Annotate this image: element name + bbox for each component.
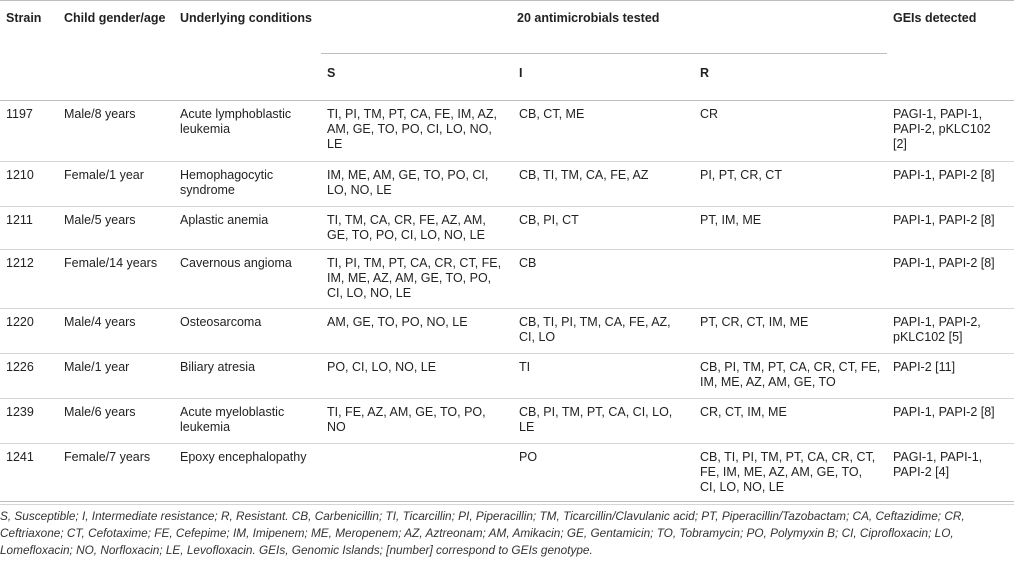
table-footnote: S, Susceptible; I, Intermediate resistance; R, Resistant. CB, Carbenicillin; TI, Ticarcillin; PI, Piperacillin; TM, Ticarcillin/Clavulanic acid; PT, Piperacillin/Tazobactam; CA, Ceftazidime; CR, Ceftriaxone; CT, Cefotaxime; FE, Cefepime; IM, Imipenem; ME, Meropenem; AZ, Aztreonam; AM, Amikacin; GE, Gentamicin; TO, Tobramycin; PO, Polymyxin B; CI, Ciprofloxacin; LO, Lomefloxacin; NO, Norfloxacin; LE, Levofloxacin. GEIs, Genomic Islands; [number] correspond to GEIs genotype. [0, 501, 1014, 559]
table-body [0, 101, 1014, 505]
header-underlying: Underlying conditions [174, 1, 321, 101]
cell-strain: 1210 [0, 162, 58, 207]
header-i: I [513, 54, 694, 101]
cell-strain: 1211 [0, 207, 58, 250]
cell-underlying: Osteosarcoma [174, 309, 321, 354]
cell-i: CB, TI, TM, CA, FE, AZ [513, 162, 694, 207]
cell-geis: PAGI-1, PAPI-1, PAPI-2 [4] [887, 444, 1014, 505]
cell-s: TI, PI, TM, PT, CA, CR, CT, FE, IM, ME, AZ, AM, GE, TO, PO, CI, LO, NO, LE [321, 250, 513, 309]
table-row [0, 354, 1014, 399]
cell-s: AM, GE, TO, PO, NO, LE [321, 309, 513, 354]
cell-r: PT, CR, CT, IM, ME [694, 309, 887, 354]
cell-strain: 1239 [0, 399, 58, 444]
cell-r: CB, PI, TM, PT, CA, CR, CT, FE, IM, ME, AZ, AM, GE, TO [694, 354, 887, 399]
cell-geis: PAPI-1, PAPI-2, pKLC102 [5] [887, 309, 1014, 354]
cell-i: CB, PI, CT [513, 207, 694, 250]
cell-underlying: Hemophagocytic syndrome [174, 162, 321, 207]
cell-child: Female/1 year [58, 162, 174, 207]
cell-underlying: Cavernous angioma [174, 250, 321, 309]
cell-i: CB, CT, ME [513, 101, 694, 162]
table-row [0, 399, 1014, 444]
cell-s: IM, ME, AM, GE, TO, PO, CI, LO, NO, LE [321, 162, 513, 207]
cell-strain: 1241 [0, 444, 58, 505]
cell-i: CB [513, 250, 694, 309]
header-geis: GEIs detected [887, 1, 1014, 101]
cell-child: Female/14 years [58, 250, 174, 309]
cell-i: PO [513, 444, 694, 505]
cell-strain: 1226 [0, 354, 58, 399]
header-r: R [694, 54, 887, 101]
cell-child: Male/5 years [58, 207, 174, 250]
cell-underlying: Acute lymphoblastic leukemia [174, 101, 321, 162]
cell-geis: PAPI-1, PAPI-2 [8] [887, 162, 1014, 207]
cell-strain: 1197 [0, 101, 58, 162]
table-row [0, 101, 1014, 162]
header-s: S [321, 54, 513, 101]
table-row [0, 444, 1014, 505]
cell-s: TI, PI, TM, PT, CA, FE, IM, AZ, AM, GE, TO, PO, CI, LO, NO, LE [321, 101, 513, 162]
cell-i: TI [513, 354, 694, 399]
cell-geis: PAPI-1, PAPI-2 [8] [887, 250, 1014, 309]
cell-s: PO, CI, LO, NO, LE [321, 354, 513, 399]
cell-s [321, 444, 513, 505]
cell-child: Male/8 years [58, 101, 174, 162]
cell-i: CB, PI, TM, PT, CA, CI, LO, LE [513, 399, 694, 444]
cell-r: PT, IM, ME [694, 207, 887, 250]
table-row [0, 207, 1014, 250]
cell-geis: PAPI-1, PAPI-2 [8] [887, 399, 1014, 444]
cell-geis: PAGI-1, PAPI-1, PAPI-2, pKLC102 [2] [887, 101, 1014, 162]
header-antimicrobials: 20 antimicrobials tested [321, 1, 887, 54]
cell-geis: PAPI-2 [11] [887, 354, 1014, 399]
cell-underlying: Acute myeloblastic leukemia [174, 399, 321, 444]
table-row [0, 309, 1014, 354]
cell-child: Female/7 years [58, 444, 174, 505]
cell-geis: PAPI-1, PAPI-2 [8] [887, 207, 1014, 250]
cell-r: CB, TI, PI, TM, PT, CA, CR, CT, FE, IM, ME, AZ, AM, GE, TO, CI, LO, NO, LE [694, 444, 887, 505]
cell-r: CR [694, 101, 887, 162]
cell-s: TI, FE, AZ, AM, GE, TO, PO, NO [321, 399, 513, 444]
header-row-1 [0, 1, 1014, 54]
cell-r: PI, PT, CR, CT [694, 162, 887, 207]
cell-child: Male/6 years [58, 399, 174, 444]
cell-underlying: Aplastic anemia [174, 207, 321, 250]
header-strain: Strain [0, 1, 58, 101]
cell-child: Male/1 year [58, 354, 174, 399]
table-row [0, 162, 1014, 207]
cell-underlying: Epoxy encephalopathy [174, 444, 321, 505]
cell-child: Male/4 years [58, 309, 174, 354]
cell-strain: 1220 [0, 309, 58, 354]
cell-r [694, 250, 887, 309]
cell-r: CR, CT, IM, ME [694, 399, 887, 444]
cell-strain: 1212 [0, 250, 58, 309]
cell-s: TI, TM, CA, CR, FE, AZ, AM, GE, TO, PO, CI, LO, NO, LE [321, 207, 513, 250]
cell-i: CB, TI, PI, TM, CA, FE, AZ, CI, LO [513, 309, 694, 354]
cell-underlying: Biliary atresia [174, 354, 321, 399]
header-child: Child gender/age [58, 1, 174, 101]
table-row [0, 250, 1014, 309]
